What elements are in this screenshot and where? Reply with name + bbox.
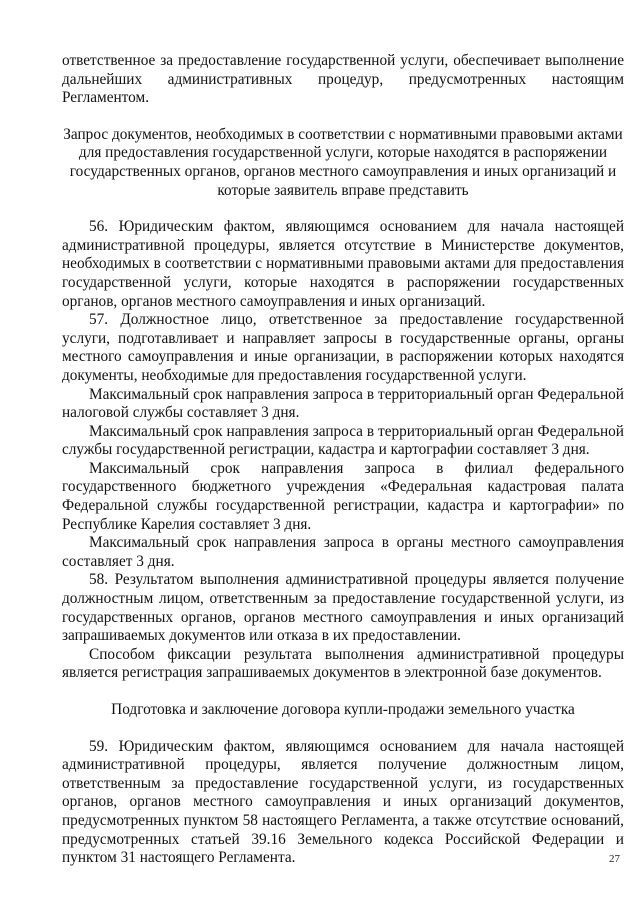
section-heading-document-requests: Запрос документов, необходимых в соответствии с нормативными правовыми актами для предоставления государственной услуги, которые находятся в распоряжении государственных органов, органов местного самоуправления и иных организаций и которые заявитель вправе представить [63,125,623,199]
document-page [62,52,624,868]
paragraph-57: 57. Должностное лицо, ответственное за предоставление государственной услуги, подготавливает и направляет запросы в государственные органы, органы местного самоуправления и иные организации, в распоряжении которых находятся документы, необходимые для предоставления государственной услуги. [62,311,624,384]
paragraph-deadline-tax-service: Максимальный срок направления запроса в территориальный орган Федеральной налоговой службы составляет 3 дня. [62,385,624,422]
paragraph-result-fixation: Способом фиксации результата выполнения административной процедуры является регистрация запрашиваемых документов в электронной базе документов. [62,645,624,682]
paragraph-deadline-registration-service: Максимальный срок направления запроса в территориальный орган Федеральной службы государственной регистрации, кадастра и картографии составляет 3 дня. [62,422,624,459]
section-heading-land-sale-contract: Подготовка и заключение договора купли-продажи земельного участка [111,701,575,718]
paragraph-deadline-cadastral-chamber: Максимальный срок направления запроса в филиал федерального государственного бюджетного учреждения «Федеральная кадастровая палата Федеральной службы государственной регистрации, кадастра и картографии» по Республике Карелия составляет 3 дня. [62,459,624,533]
paragraph-59: 59. Юридическим фактом, являющимся основанием для начала настоящей административной процедуры, является получение должностным лицом, ответственным за предоставление государственной услуги, из государственных органов, органов местного самоуправления и иных организаций документов, предусмотренных пунктом 58 настоящего Регламента, а также отсутствие оснований, предусмотренных статьей 39.16 Земельного кодекса Российской Федерации и пунктом 31 настоящего Регламента. [62,737,624,867]
paragraph-continuation: ответственное за предоставление государственной услуги, обеспечивает выполнение дальнейших административных процедур, предусмотренных настоящим Регламентом. [62,52,624,107]
paragraph-56: 56. Юридическим фактом, являющимся основанием для начала настоящей административной процедуры, является отсутствие в Министерстве документов, необходимых в соответствии с нормативными правовыми актами для предоставления государственной услуги, которые находятся в распоряжении государственных органов, органов местного самоуправления и иных организаций. [62,218,624,310]
paragraph-58: 58. Результатом выполнения административной процедуры является получение должностным лицом, ответственным за предоставление государственной услуги, из государственных органов, органов местного самоуправления и иных организаций запрашиваемых документов или отказа в их предоставлении. [62,571,624,645]
page-number: 27 [609,853,620,865]
paragraph-deadline-local-government: Максимальный срок направления запроса в органы местного самоуправления составляет 3 дня. [62,534,624,570]
